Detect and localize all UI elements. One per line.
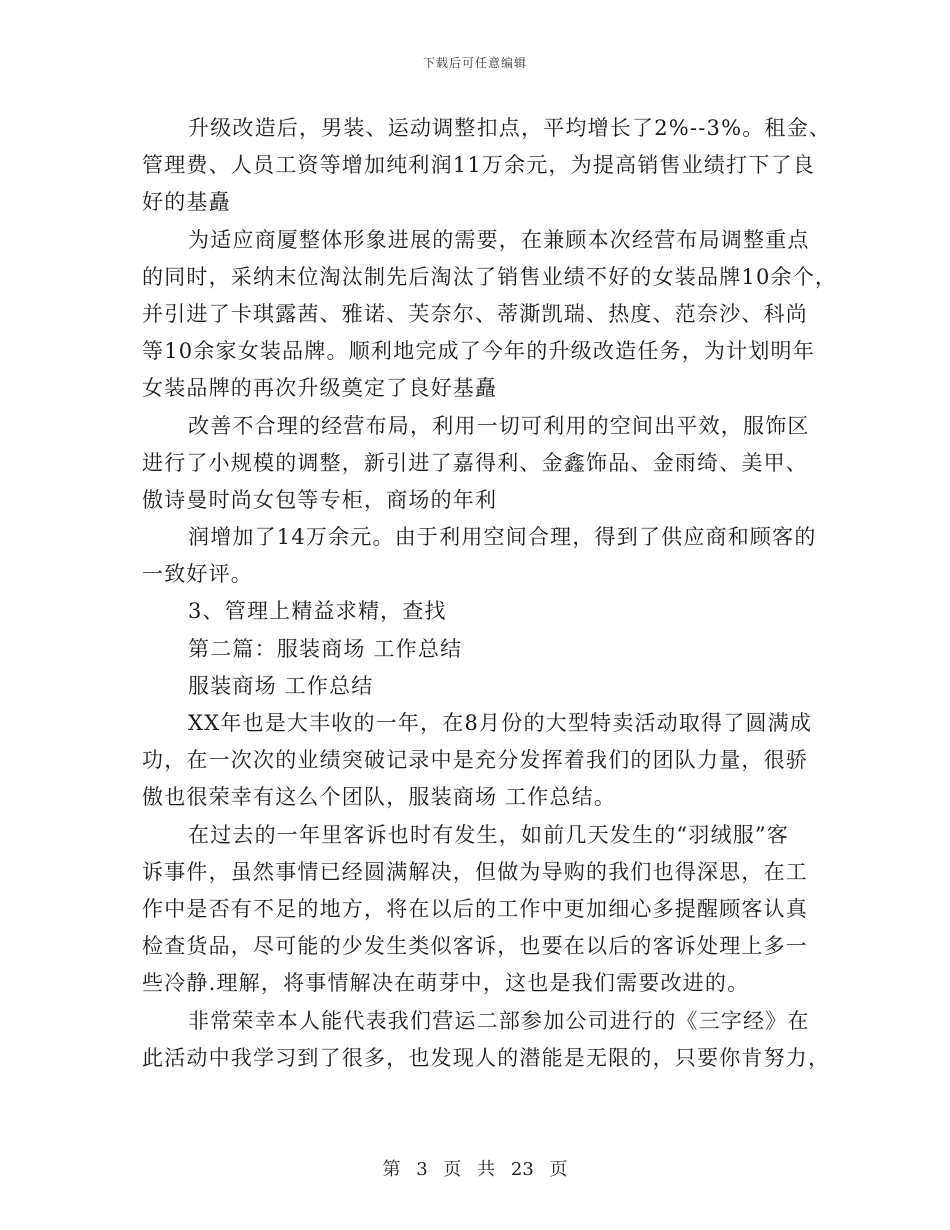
text-line: 非常荣幸本人能代表我们营运二部参加公司进行的《三字经》在: [188, 1008, 810, 1033]
page-footer: [0, 1155, 950, 1181]
footer-total-word: 共: [477, 1159, 496, 1180]
text-line: 的同时，采纳末位淘汰制先后淘汰了销售业绩不好的女装品牌10余个，: [142, 264, 838, 289]
text-line: 检查货品，尽可能的少发生类似客诉，也要在以后的客诉处理上多一: [142, 934, 808, 959]
document-body: [142, 110, 838, 1077]
text-line: 管理费、人员工资等增加纯利润11万余元，为提高销售业绩打下了良: [142, 153, 815, 178]
section-subtitle: 服装商场 工作总结: [188, 673, 374, 698]
text-line: 在过去的一年里客诉也时有发生，如前几天发生的“羽绒服”客: [188, 822, 790, 847]
text-line: XX年也是大丰收的一年，在8月份的大型特卖活动取得了圆满成: [188, 711, 813, 735]
text-line: 傲也很荣幸有这么个团队，服装商场 工作总结。: [142, 785, 617, 810]
text-line: 此活动中我学习到了很多，也发现人的潜能是无限的，只要你肯努力，: [142, 1045, 831, 1070]
text-line: 些冷静.理解，将事情解决在萌芽中，这也是我们需要改进的。: [142, 971, 750, 996]
text-line: 傲诗曼时尚女包等专柜，商场的年利: [142, 487, 498, 512]
total-page-count: 23: [510, 1159, 534, 1180]
text-line: 等10余家女装品牌。顺利地完成了今年的升级改造任务，为计划明年: [142, 339, 815, 364]
text-line: 润增加了14万余元。由于利用空间合理，得到了供应商和顾客的: [188, 525, 817, 550]
text-line: 功，在一次次的业绩突破记录中是充分发挥着我们的团队力量，很骄: [142, 748, 808, 773]
text-line: 一致好评。: [142, 562, 253, 587]
footer-prefix: 第: [382, 1159, 401, 1180]
text-line: 改善不合理的经营布局，利用一切可利用的空间出平效，服饰区: [188, 413, 810, 438]
current-page-number: 3: [416, 1159, 428, 1180]
text-line: 好的基矗: [142, 190, 231, 215]
text-line: 为适应商厦整体形象进展的需要，在兼顾本次经营布局调整重点: [188, 227, 810, 252]
text-line: 作中是否有不足的地方，将在以后的工作中更加细心多提醒顾客认真: [142, 896, 808, 921]
text-line: 女装品牌的再次升级奠定了良好基矗: [142, 376, 498, 401]
text-line: 进行了小规模的调整，新引进了嘉得利、金鑫饰品、金雨绮、美甲、: [142, 450, 808, 475]
footer-suffix: 页: [549, 1159, 568, 1180]
page-header: 下载后可任意编辑: [422, 56, 527, 70]
text-line: 升级改造后，男装、运动调整扣点，平均增长了2%--3%。租金、: [188, 116, 832, 140]
text-line: 诉事件，虽然事情已经圆满解决，但做为导购的我们也得深思，在工: [142, 859, 808, 884]
footer-page-word: 页: [443, 1159, 462, 1180]
text-line: 并引进了卡琪露茜、雅诺、芙奈尔、蒂澌凯瑞、热度、范奈沙、科尚: [142, 301, 808, 326]
list-item-heading: 3、管理上精益求精，查找: [188, 599, 447, 624]
section-heading: 第二篇：服装商场 工作总结: [188, 636, 463, 661]
